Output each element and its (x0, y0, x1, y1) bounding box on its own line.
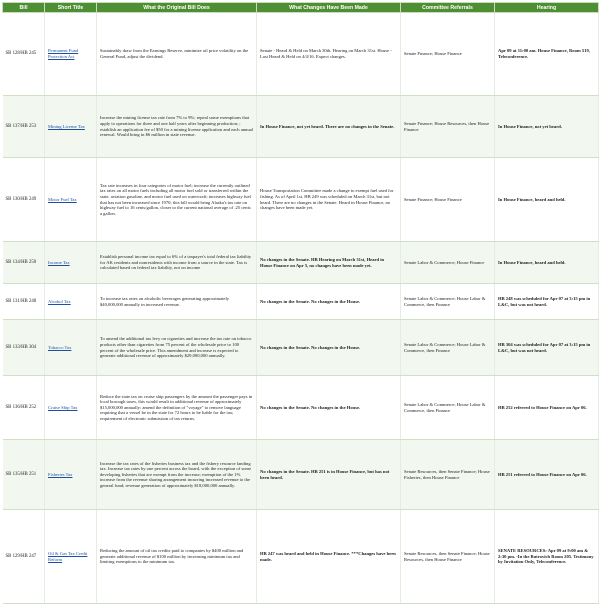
bill-number: SB 137/HB 253 (3, 96, 45, 158)
short-title-cell (45, 158, 97, 242)
original-description: Establish personal income tax equal to 6% of a taxpayer's total federal tax liability for AK residents and nonresidents with income from a source in the state. Tax is calculated based on federal tax liability, not on income (97, 242, 257, 284)
short-title-cell (45, 510, 97, 604)
committee-referrals: Senate Resources, then Senate Finance; House Resources, then House Finance (401, 510, 495, 604)
hearing-info: HB 251 referred to House Finance on Apr 06. (495, 440, 599, 510)
column-header-original: What the Original Bill Does (97, 3, 257, 13)
hearing-info: Apr 09 at 11:00 am. House Finance, Room 519, Teleconference. (495, 13, 599, 96)
short-title-cell (45, 440, 97, 510)
bills-table (2, 2, 599, 604)
changes-made: Senate - Heard & Held on March 30th. Hearing on March 31st. House - Last Heard & Held on 4/4/16. Expect changes. (257, 13, 401, 96)
table-row (3, 242, 599, 284)
bill-number: SB 135/HB 251 (3, 440, 45, 510)
bill-number: SB 131/HB 248 (3, 284, 45, 320)
short-title-cell (45, 242, 97, 284)
table-row (3, 320, 599, 376)
original-description: To amend the additional tax levy on cigarettes and increase the tax rate on tobacco products other than cigarettes from 75 percent of the wholesale price to 100 percent of the wholesale price. This amendment and increase is expected to generate additional revenue of approximately $29,000,000 annually. (97, 320, 257, 376)
hearing-info: HB 304 was scheduled for Apr 07 at 3:15 pm in L&C, but was not heard. (495, 320, 599, 376)
bill-number: SB 128/HB 245 (3, 13, 45, 96)
column-header-hearing: Hearing (495, 3, 599, 13)
hearing-info: In House Finance, not yet heard. (495, 96, 599, 158)
bill-number: SB 133/HB 304 (3, 320, 45, 376)
changes-made: No changes in the Senate. HB 251 is in House Finance, but has not been heard. (257, 440, 401, 510)
original-description: Increase the mining license tax rate from 7% to 9%; repeal some exemptions that apply to operations for three and one half years after beginning production; ; establish an application fee of $50 for a mining license application and each annual renewal. Would bring in $6 million in state revenue. (97, 96, 257, 158)
short-title-link[interactable]: Cruise Ship Tax (48, 404, 78, 410)
short-title-link[interactable]: Mining License Tax (48, 123, 85, 129)
hearing-info: HB 248 was scheduled for Apr 07 at 3:15 pm in L&C, but was not heard. (495, 284, 599, 320)
short-title-cell (45, 96, 97, 158)
short-title-link[interactable]: Motor Fuel Tax (48, 196, 77, 202)
short-title-link[interactable]: Oil & Gas Tax Credit Reform (48, 550, 88, 562)
committee-referrals: Senate Labor & Commerce; House Finance (401, 242, 495, 284)
changes-made: No changes in the Senate. No changes in the House. (257, 376, 401, 440)
changes-made: No changes in the Senate. No changes in the House. (257, 320, 401, 376)
committee-referrals: Senate Labor & Commerce; House Labor & Commerce, then Finance (401, 284, 495, 320)
original-description: Increase the tax rates of the fisheries business tax and the fishery resource landing tax. Increase tax rates by one percent across the board, with the exception of some developing fisheries that are exempt from the increase; exemption of the 1% increase from the revenue sharing arrangement incurring increased revenue to the general fund; revenue generation of approximately $18,000,000 annually. (97, 440, 257, 510)
hearing-info: In House Finance, heard and held. (495, 242, 599, 284)
changes-made: No changes in the Senate. No changes in the House. (257, 284, 401, 320)
short-title-link[interactable]: Tobacco Tax (48, 344, 72, 350)
bill-number: SB 136/HB 252 (3, 376, 45, 440)
column-header-short-title: Short Title (45, 3, 97, 13)
short-title-link[interactable]: Fisheries Tax (48, 471, 73, 477)
bill-number: SB 134/HB 250 (3, 242, 45, 284)
original-description: To increase tax rates on alcoholic beverages generating approximately $40,000,000 annually in increased revenue. (97, 284, 257, 320)
hearing-info: HB 252 referred to House Finance on Apr 06. (495, 376, 599, 440)
short-title-link[interactable]: Permanent Fund Protection Act (48, 48, 79, 59)
hearing-info: SENATE RESOURCES: Apr 09 at 9:00 am & 2:30 pm. -In the Butrovich Room 205. Testimony by Invitation Only, Teleconference. (495, 510, 599, 604)
table-row (3, 440, 599, 510)
committee-referrals: Senate Resources, then Senate Finance; House Fisheries, then House Finance (401, 440, 495, 510)
short-title-link[interactable]: Income Tax (48, 259, 70, 265)
original-description: Reducing the amount of oil tax credits paid to companies by $400 million and generate additional revenue of $100 million by increasing minimum tax and limiting exemptions to the minimum tax. (97, 510, 257, 604)
table-row (3, 96, 599, 158)
original-description: Reduce the state tax on cruise ship passengers by the amount the passenger pays in local borough taxes, this would result in additional revenue of approximately $15,000,000 annually; amend the definition of "voyage" to remove language requiring that a vessel be in the state for 72 hours to be liable for the tax; requirement of electronic submission of tax returns. (97, 376, 257, 440)
column-header-changes: What Changes Have Been Made (257, 3, 401, 13)
committee-referrals: Senate Labor & Commerce; House Labor & Commerce, then Finance (401, 376, 495, 440)
table-row (3, 376, 599, 440)
hearing-info: In House Finance, heard and held. (495, 158, 599, 242)
short-title-cell (45, 284, 97, 320)
original-description: Sustainably draw from the Earnings Reserve, minimize oil price volatility on the General Fund, adjust the dividend. (97, 13, 257, 96)
table-row (3, 510, 599, 604)
column-header-referrals: Committee Referrals (401, 3, 495, 13)
changes-made: In House Finance, not yet heard. There are no changes in the Senate. (257, 96, 401, 158)
bill-number: SB 130/HB 249 (3, 158, 45, 242)
committee-referrals: Senate Finance; House Finance (401, 158, 495, 242)
short-title-cell (45, 320, 97, 376)
table-row (3, 13, 599, 96)
short-title-cell (45, 13, 97, 96)
changes-made: No changes in the Senate. HB Hearing on March 31st, Heard in House Finance on Apr 5, no changes have been made yet. (257, 242, 401, 284)
committee-referrals: Senate Labor & Commerce; House Labor & Commerce, then Finance (401, 320, 495, 376)
changes-made: HB 247 was heard and held in House Finance. ***Changes have been made. (257, 510, 401, 604)
short-title-cell (45, 376, 97, 440)
committee-referrals: Senate Finance; House Resources, then House Finance (401, 96, 495, 158)
changes-made: House Transportation Committee made a change to exempt fuel used for fishing. As of April 1st, HB 249 was scheduled on March 31st, but not heard. There are no changes in the Senate. Heard in House Finance, no changes have been made yet. (257, 158, 401, 242)
table-row (3, 158, 599, 242)
bill-number: SB 129/HB 247 (3, 510, 45, 604)
table-header-row (3, 3, 599, 13)
short-title-link[interactable]: Alcohol Tax (48, 298, 71, 304)
bills-table-sheet (2, 2, 598, 606)
committee-referrals: Senate Finance; House Finance (401, 13, 495, 96)
column-header-bill: Bill (3, 3, 45, 13)
original-description: Tax rate increases in four categories of motor fuel; increase the currently outlined tax rates on all motor fuels including all motor fuel sold or transferred within the state, aviation gasoline, and motor fuel used on watercraft; increases highway fuel that has not been increased since 1970; this bill would bring Alaska's tax rate on highway fuel to 16 cents/gallon, closer to the current national average of .25 cents a gallon. (97, 158, 257, 242)
table-row (3, 284, 599, 320)
